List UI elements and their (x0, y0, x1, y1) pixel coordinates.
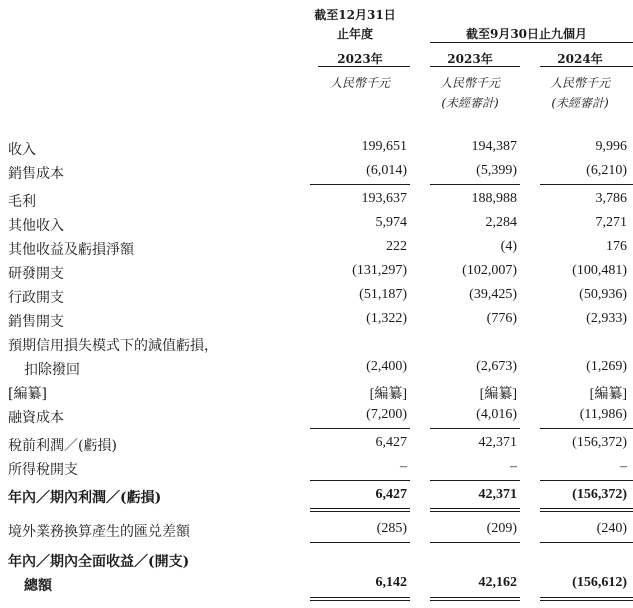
selling-label: 銷售開支 (8, 314, 64, 330)
admin-fy2023: (51,187) (359, 287, 407, 302)
gross-profit-fy2023: 193,637 (361, 191, 407, 206)
finance-cost-fy2023: (7,200) (366, 407, 407, 422)
finance-cost-9m2024: (11,986) (579, 407, 627, 422)
pbt-9m2023: 42,371 (478, 435, 517, 450)
tax-9m2023: – (510, 459, 517, 474)
other-income-label: 其他收入 (8, 218, 64, 234)
admin-9m2024: (50,936) (579, 287, 627, 302)
cost-of-sales-9m2024: (6,210) (586, 163, 627, 178)
gross-profit-label: 毛利 (8, 194, 36, 210)
fx-diff-9m2024: (240) (596, 521, 627, 536)
cost-of-sales-fy2023: (6,014) (366, 163, 407, 178)
redacted-9m2023: [編纂] (479, 387, 517, 402)
rnd-9m2023: (102,007) (462, 263, 517, 278)
revenue-label: 收入 (8, 142, 36, 158)
other-gains-fy2023: 222 (386, 239, 407, 254)
unaudited-label-2: (未經審計) (441, 96, 499, 110)
redacted-9m2024: [編纂] (589, 387, 627, 402)
tax-9m2024: – (620, 459, 627, 474)
other-gains-label: 其他收益及虧損淨額 (8, 242, 134, 258)
rnd-9m2024: (100,481) (572, 263, 627, 278)
pbt-9m2024: (156,372) (572, 435, 627, 450)
pbt-fy2023: 6,427 (375, 435, 407, 450)
admin-9m2023: (39,425) (469, 287, 517, 302)
profit-9m2023: 42,371 (478, 487, 517, 502)
rnd-fy2023: (131,297) (352, 263, 407, 278)
profit-9m2024: (156,372) (572, 487, 627, 502)
ecl-label-line1: 預期信用損失模式下的減值虧損， (8, 338, 218, 354)
col1-sub-header: 止年度 (336, 27, 373, 41)
ecl-label-line2: 扣除撥回 (24, 362, 80, 378)
cost-of-sales-9m2023: (5,399) (476, 163, 517, 178)
redacted-fy2023: [編纂] (369, 387, 407, 402)
revenue-fy2023: 199,651 (361, 139, 407, 154)
other-gains-9m2023: (4) (500, 239, 517, 254)
total-ci-label-line2: 總額 (24, 578, 52, 594)
fx-diff-fy2023: (285) (376, 521, 407, 536)
total-ci-fy2023: 6,142 (375, 575, 407, 590)
admin-label: 行政開支 (8, 290, 64, 306)
year-header-1: 2023年 (337, 52, 383, 66)
finance-cost-9m2023: (4,016) (476, 407, 517, 422)
rnd-label: 研發開支 (8, 266, 64, 282)
gross-profit-9m2023: 188,988 (471, 191, 517, 206)
unaudited-label-3: (未經審計) (551, 96, 609, 110)
selling-9m2023: (776) (486, 311, 517, 326)
other-income-9m2024: 7,271 (595, 215, 627, 230)
tax-fy2023: – (400, 459, 407, 474)
col23-period-header: 截至9月30日止九個月 (465, 27, 588, 41)
other-gains-9m2024: 176 (606, 239, 627, 254)
other-income-fy2023: 5,974 (375, 215, 407, 230)
pbt-label: 稅前利潤／(虧損) (8, 438, 117, 454)
cost-of-sales-label: 銷售成本 (8, 166, 64, 182)
year-header-2: 2023年 (447, 52, 493, 66)
revenue-9m2024: 9,996 (595, 139, 627, 154)
finance-cost-label: 融資成本 (8, 410, 64, 426)
profit-label: 年內／期內利潤／(虧損) (8, 490, 162, 506)
unit-label-3: 人民幣千元 (549, 76, 610, 90)
other-income-9m2023: 2,284 (485, 215, 517, 230)
revenue-9m2023: 194,387 (471, 139, 517, 154)
total-ci-label-line1: 年內／期內全面收益／(開支) (8, 554, 190, 570)
fx-diff-9m2023: (209) (486, 521, 517, 536)
total-ci-9m2024: (156,612) (572, 575, 627, 590)
fx-diff-label: 境外業務換算產生的匯兑差額 (8, 524, 190, 540)
redacted-label: [編纂] (8, 386, 47, 402)
selling-fy2023: (1,322) (366, 311, 407, 326)
unit-label-1: 人民幣千元 (329, 76, 390, 90)
selling-9m2024: (2,933) (586, 311, 627, 326)
ecl-fy2023: (2,400) (366, 359, 407, 374)
gross-profit-9m2024: 3,786 (595, 191, 627, 206)
unit-label-2: 人民幣千元 (439, 76, 500, 90)
tax-label: 所得稅開支 (8, 462, 78, 478)
ecl-9m2024: (1,269) (586, 359, 627, 374)
profit-fy2023: 6,427 (375, 487, 407, 502)
ecl-9m2023: (2,673) (476, 359, 517, 374)
col1-period-header: 截至12月31日 (314, 8, 396, 22)
year-header-3: 2024年 (557, 52, 603, 66)
total-ci-9m2023: 42,162 (478, 575, 517, 590)
